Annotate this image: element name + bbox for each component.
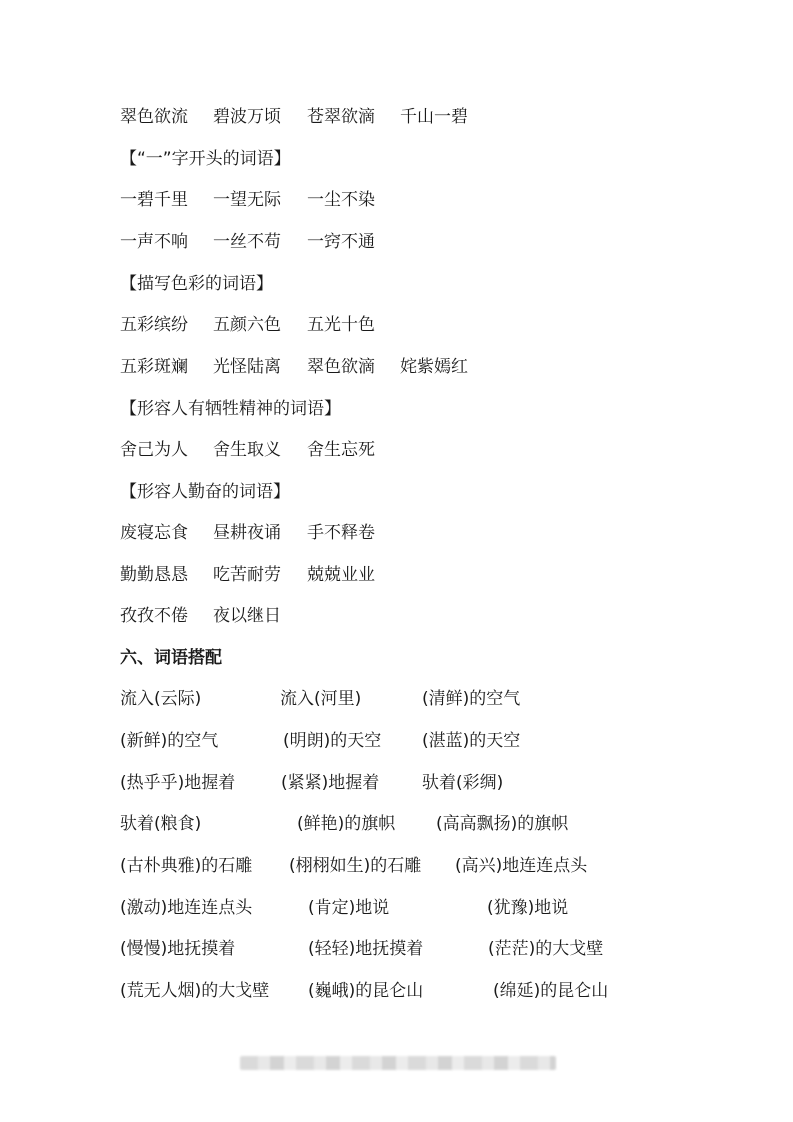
collocation: (新鲜)的空气 (120, 731, 219, 751)
collocation: (高高飘扬)的旗帜 (436, 814, 569, 834)
category-heading-diligent: 【形容人勤奋的词语】 (120, 482, 290, 502)
blurred-footer-bar (240, 1056, 556, 1070)
collocation: (茫茫)的大戈壁 (488, 939, 604, 959)
word: 五彩斑斓 (120, 357, 188, 377)
word: 舍己为人 (120, 440, 188, 460)
word: 一望无际 (213, 190, 281, 210)
word: 兢兢业业 (307, 565, 375, 585)
word: 一丝不苟 (213, 232, 281, 252)
category-heading-yi: 【“一”字开头的词语】 (120, 149, 291, 169)
word: 一声不响 (120, 232, 188, 252)
collocation: (慢慢)地抚摸着 (120, 939, 236, 959)
collocation: 流入(云际) (120, 689, 202, 709)
collocation: (明朗)的天空 (283, 731, 382, 751)
collocation: 流入(河里) (280, 689, 362, 709)
collocation: (古朴典雅)的石雕 (120, 856, 253, 876)
word: 废寝忘食 (120, 523, 188, 543)
collocation: (绵延)的昆仑山 (493, 981, 609, 1001)
word: 孜孜不倦 (120, 606, 188, 626)
word: 舍生取义 (213, 440, 281, 460)
word: 吃苦耐劳 (213, 565, 281, 585)
word: 一窍不通 (307, 232, 375, 252)
word: 苍翠欲滴 (307, 107, 375, 127)
collocation: (高兴)地连连点头 (455, 856, 588, 876)
word: 姹紫嫣红 (400, 357, 468, 377)
word: 一碧千里 (120, 190, 188, 210)
word: 千山一碧 (400, 107, 468, 127)
word: 昼耕夜诵 (213, 523, 281, 543)
collocation: (激动)地连连点头 (120, 898, 253, 918)
word: 五彩缤纷 (120, 315, 188, 335)
collocation: (肯定)地说 (308, 898, 390, 918)
word: 光怪陆离 (213, 357, 281, 377)
section-title-word-collocation: 六、词语搭配 (120, 648, 222, 668)
collocation: (栩栩如生)的石雕 (289, 856, 422, 876)
collocation: (犹豫)地说 (487, 898, 569, 918)
word: 翠色欲滴 (307, 357, 375, 377)
word: 五颜六色 (213, 315, 281, 335)
word: 舍生忘死 (307, 440, 375, 460)
collocation: 驮着(彩绸) (422, 773, 504, 793)
word: 手不释卷 (307, 523, 375, 543)
word: 翠色欲流 (120, 107, 188, 127)
collocation: (轻轻)地抚摸着 (308, 939, 424, 959)
word: 一尘不染 (307, 190, 375, 210)
word: 夜以继日 (213, 606, 281, 626)
collocation: (湛蓝)的天空 (422, 731, 521, 751)
collocation: (热乎乎)地握着 (120, 773, 236, 793)
word: 五光十色 (307, 315, 375, 335)
collocation: (荒无人烟)的大戈壁 (120, 981, 270, 1001)
collocation: (巍峨)的昆仑山 (308, 981, 424, 1001)
collocation: 驮着(粮食) (120, 814, 202, 834)
collocation: (鲜艳)的旗帜 (297, 814, 396, 834)
word: 勤勤恳恳 (120, 565, 188, 585)
category-heading-sacrifice: 【形容人有牺牲精神的词语】 (120, 399, 341, 419)
category-heading-color: 【描写色彩的词语】 (120, 274, 273, 294)
word: 碧波万顷 (213, 107, 281, 127)
collocation: (清鲜)的空气 (422, 689, 521, 709)
collocation: (紧紧)地握着 (281, 773, 380, 793)
